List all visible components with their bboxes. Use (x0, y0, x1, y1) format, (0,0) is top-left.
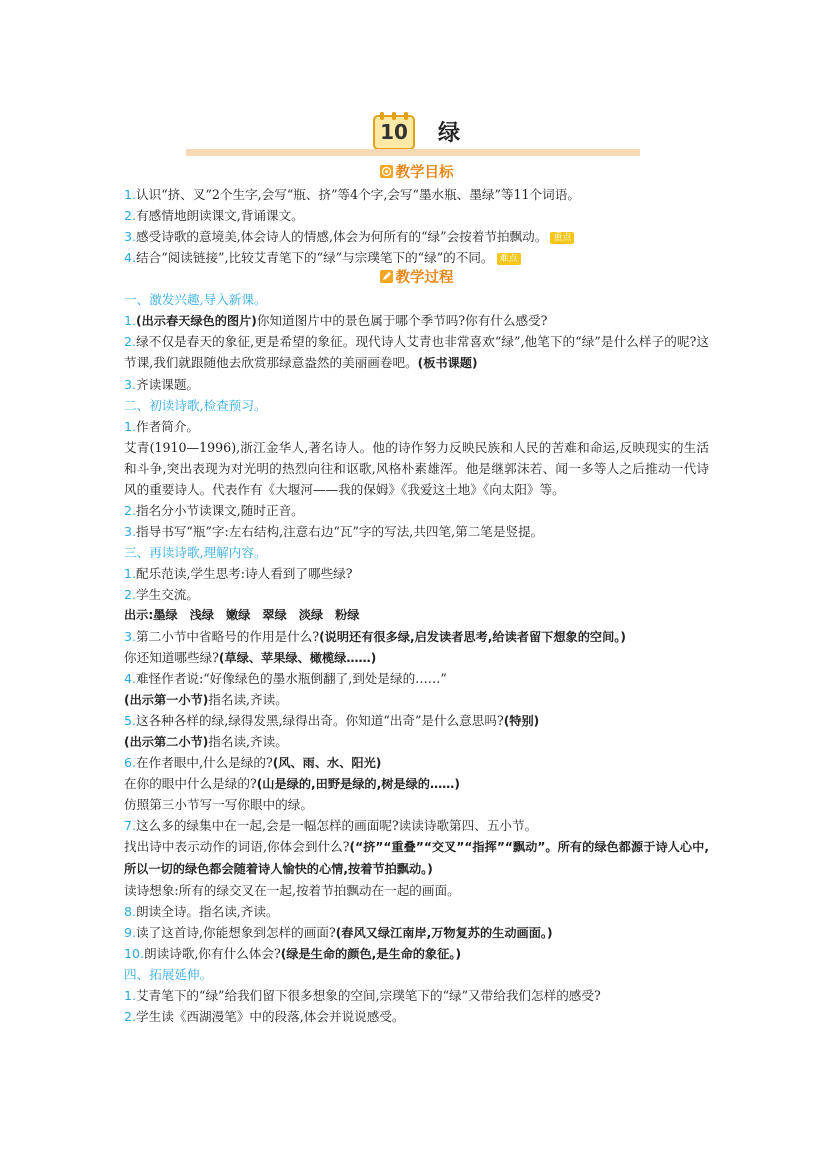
difficulty-tag: 难点 (497, 253, 521, 265)
greens-display: 出示:墨绿 浅绿 嫩绿 翠绿 淡绿 粉绿 (124, 608, 360, 622)
target-icon (380, 165, 393, 178)
title-underline (186, 149, 640, 156)
process-heading-text: 教学过程 (395, 270, 454, 286)
list-item: 2.指名分小节读课文,随时正音。 (124, 503, 304, 518)
lesson-content (124, 163, 709, 1027)
list-item: 3.第二小节中省略号的作用是什么?(说明还有很多绿,启发读者思考,给读者留下想象的空间。) (124, 629, 626, 644)
goals-heading (124, 163, 709, 184)
list-item: (出示第二小节)指名读,齐读。 (124, 734, 288, 749)
list-item: 3.指导书写“瓶”字:左右结构,注意右边“瓦”字的写法,共四笔,第二笔是竖提。 (124, 524, 544, 539)
list-item: (出示第一小节)指名读,齐读。 (124, 692, 288, 707)
list-item: 7.这么多的绿集中在一起,会是一幅怎样的画面呢?读读诗歌第四、五小节。 (124, 818, 538, 833)
section-title: 三、再读诗歌,理解内容。 (124, 545, 267, 560)
lesson-number: 10 (380, 120, 408, 144)
list-item: 2.学生读《西湖漫笔》中的段落,体会并说说感受。 (124, 1009, 405, 1024)
list-item: 2.学生交流。 (124, 587, 199, 602)
list-item: 5.这各种各样的绿,绿得发黑,绿得出奇。你知道“出奇”是什么意思吗?(特别) (124, 713, 540, 728)
lesson-title: 绿 (438, 121, 461, 146)
key-point-tag: 重点 (550, 232, 574, 244)
list-item: 2.绿不仅是春天的象征,更是希望的象征。现代诗人艾青也非常喜欢“绿”,他笔下的“绿”是什么样子的呢?这节课,我们就跟随他去欣赏那绿意盎然的美丽画卷吧。(板书课题) (124, 334, 709, 370)
author-bio: 艾青(1910—1996),浙江金华人,著名诗人。他的诗作努力反映民族和人民的苦难和命运,反映现实的生活和斗争,突出表现为对光明的热烈向往和讴歌,风格朴素雄浑。他是继郭沫若、闻一多等人之后推动一代诗风的重要诗人。代表作有《大堰河——我的保姆》《我爱这土地》《向太阳》等。 (124, 440, 709, 497)
goals-heading-text: 教学目标 (395, 165, 454, 181)
list-item: 1.作者简介。 (124, 419, 199, 434)
goal-item: 1.认识“挤、叉”2个生字,会写“瓶、挤”等4个字,会写“墨水瓶、墨绿”等11个词语。 (124, 187, 580, 202)
list-item: 9.读了这首诗,你能想象到怎样的画面?(春风又绿江南岸,万物复苏的生动画面。) (124, 925, 553, 940)
calendar-icon (372, 112, 416, 150)
list-item: 仿照第三小节写一写你眼中的绿。 (124, 797, 313, 812)
list-item: 4.难怪作者说:“好像绿色的墨水瓶倒翻了,到处是绿的……” (124, 671, 447, 686)
section-title: 一、激发兴趣,导入新课。 (124, 292, 267, 307)
list-item: 6.在作者眼中,什么是绿的?(风、雨、水、阳光) (124, 755, 382, 770)
goal-item: 4.结合“阅读链接”,比较艾青笔下的“绿”与宗璞笔下的“绿”的不同。 难点 (124, 247, 709, 268)
list-item: 8.朗读全诗。指名读,齐读。 (124, 904, 279, 919)
list-item: 10.朗读诗歌,你有什么体会?(绿是生命的颜色,是生命的象征。) (124, 946, 462, 961)
list-item: 找出诗中表示动作的词语,你体会到什么?(“挤”“重叠”“交叉”“指挥”“飘动”。所有的绿色都源于诗人心中,所以一切的绿色都会随着诗人愉快的心情,按着节拍飘动。) (124, 839, 709, 876)
list-item: 你还知道哪些绿?(草绿、苹果绿、橄榄绿……) (124, 650, 377, 665)
goal-item: 2.有感情地朗读课文,背诵课文。 (124, 208, 304, 223)
list-item: 读诗想象:所有的绿交叉在一起,按着节拍飘动在一起的画面。 (124, 883, 460, 898)
section-title: 二、初读诗歌,检查预习。 (124, 398, 267, 413)
list-item: 3.齐读课题。 (124, 377, 199, 392)
list-item: 1.配乐范读,学生思考:诗人看到了哪些绿? (124, 566, 353, 581)
pencil-icon (380, 270, 393, 283)
process-heading (124, 268, 709, 289)
section-title: 四、拓展延伸。 (124, 967, 213, 982)
list-item: 1.艾青笔下的“绿”给我们留下很多想象的空间,宗璞笔下的“绿”又带给我们怎样的感受? (124, 988, 601, 1003)
list-item: 在你的眼中什么是绿的?(山是绿的,田野是绿的,树是绿的……) (124, 776, 460, 791)
goal-item: 3.感受诗歌的意境美,体会诗人的情感,体会为何所有的“绿”会按着节拍飘动。 重点 (124, 226, 709, 247)
lesson-header (186, 108, 640, 158)
list-item: 1.(出示春天绿色的图片)你知道图片中的景色属于哪个季节吗?你有什么感受? (124, 313, 548, 328)
